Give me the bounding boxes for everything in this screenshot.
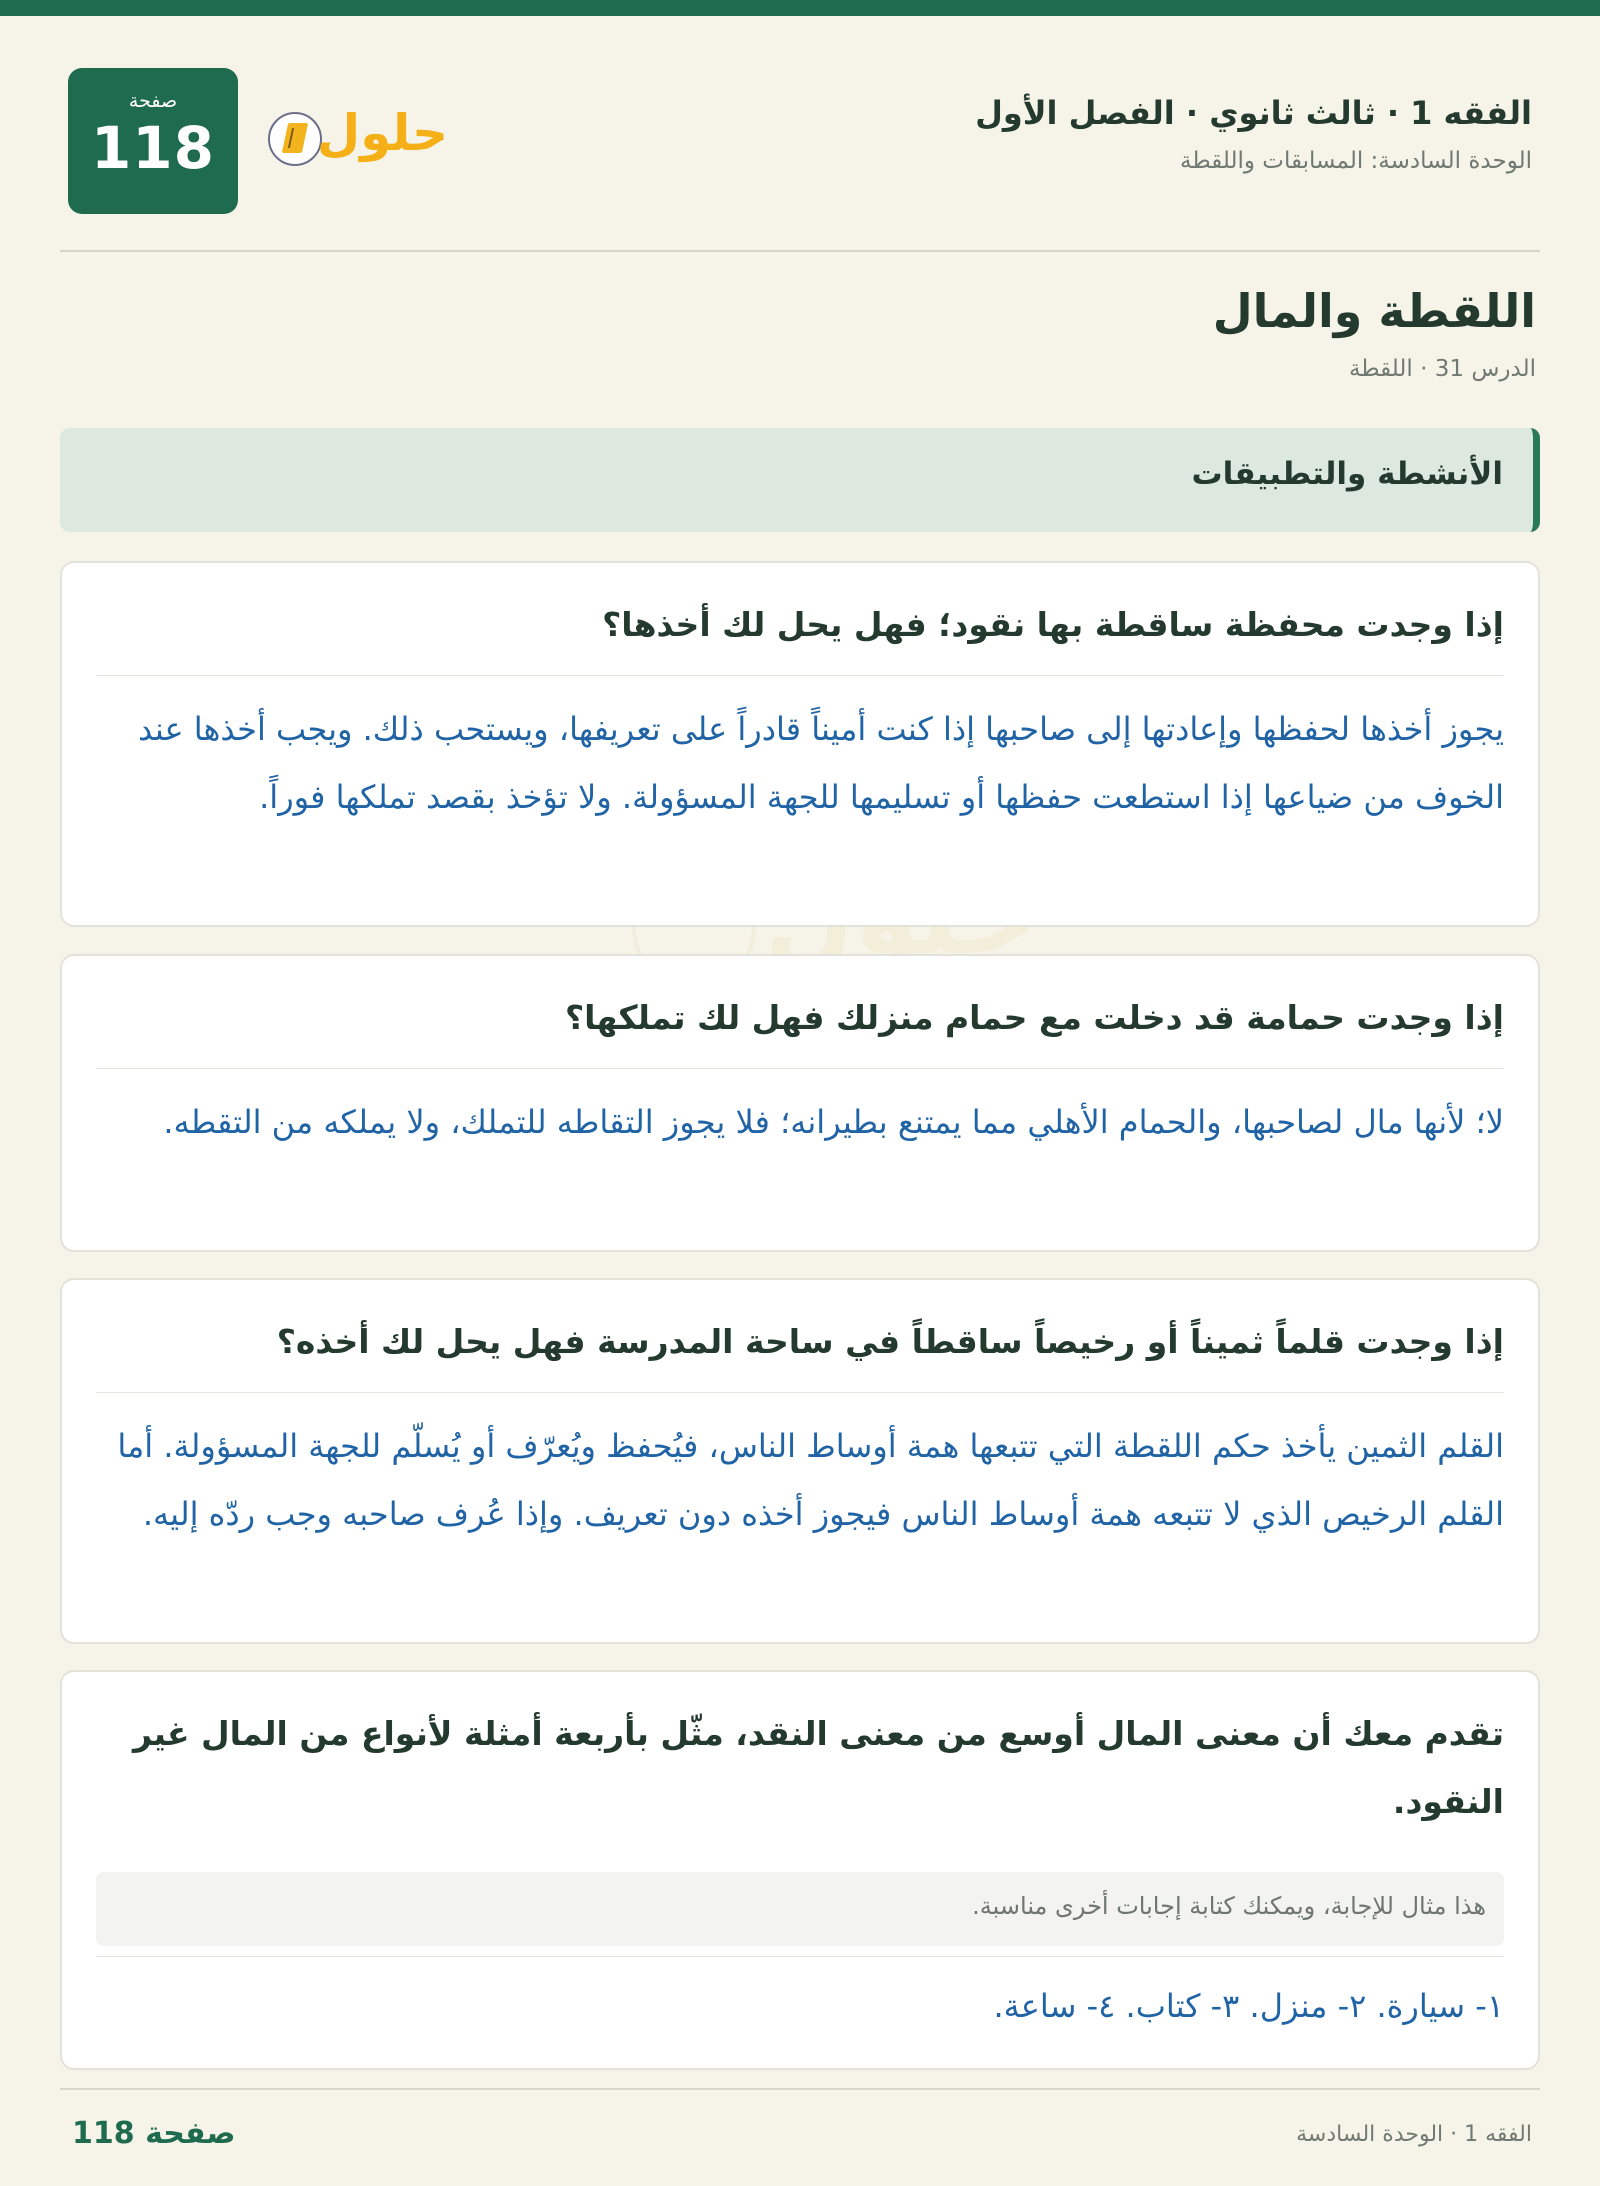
page-number-badge [68, 68, 238, 214]
answer-note: هذا مثال للإجابة، ويمكنك كتابة إجابات أخرى مناسبة. [96, 1872, 1504, 1946]
answer-text: ١- سيارة. ٢- منزل. ٣- كتاب. ٤- ساعة. [993, 1987, 1504, 2025]
top-accent-bar [0, 0, 1600, 16]
question-card-1 [60, 561, 1540, 927]
question-card-4 [60, 1670, 1540, 2070]
header-titles [772, 94, 1532, 174]
question-text: إذا وجدت حمامة قد دخلت مع حمام منزلك فهل لك تملكها؟ [565, 998, 1504, 1037]
question-text: إذا وجدت قلماً ثميناً أو رخيصاً ساقطاً في ساحة المدرسة فهل يحل لك أخذه؟ [276, 1322, 1504, 1361]
lesson-heading [636, 284, 1536, 382]
question-text: إذا وجدت محفظة ساقطة بها نقود؛ فهل يحل لك أخذها؟ [602, 605, 1504, 644]
book-title: الفقه 1 · ثالث ثانوي · الفصل الأول [975, 94, 1532, 132]
page-header [60, 16, 1540, 252]
card-divider [96, 675, 1504, 676]
site-logo[interactable] [268, 102, 448, 168]
question-card-3 [60, 1278, 1540, 1644]
section-banner: الأنشطة والتطبيقات [60, 428, 1540, 532]
lesson-title: اللقطة والمال [1212, 284, 1536, 338]
logo-wordmark: حلول [316, 104, 448, 162]
page-badge-number: 118 [90, 114, 216, 182]
page-footer [60, 2088, 1540, 2186]
question-card-2 [60, 954, 1540, 1252]
footer-page-number: صفحة 118 [72, 2116, 236, 2151]
lesson-meta: الدرس 31 · اللقطة [1348, 356, 1536, 382]
card-divider [96, 1392, 1504, 1393]
answer-text: لا؛ لأنها مال لصاحبها، والحمام الأهلي مما يمتنع بطيرانه؛ فلا يجوز التقاطه للتملك، ولا يملكه من التقطه. [163, 1103, 1504, 1141]
footer-info: الفقه 1 · الوحدة السادسة [1296, 2122, 1532, 2147]
unit-title: الوحدة السادسة: المسابقات واللقطة [1180, 148, 1532, 174]
page [60, 16, 1540, 2186]
logo-book-icon [268, 112, 322, 166]
card-divider [96, 1956, 1504, 1957]
question-text: تقدم معك أن معنى المال أوسع من معنى النقد، مثّل بأربعة أمثلة لأنواع من المال غير النقود. [132, 1714, 1504, 1821]
card-divider [96, 1068, 1504, 1069]
answer-text: يجوز أخذها لحفظها وإعادتها إلى صاحبها إذا كنت أميناً قادراً على تعريفها، ويستحب ذلك. ويجب أخذها عند الخوف من ضياعها إذا استطعت حفظها أو تسليمها للجهة المسؤولة. ولا تؤخذ بقصد تملكها فوراً. [138, 710, 1504, 816]
page-badge-label: صفحة [128, 90, 178, 112]
answer-text: القلم الثمين يأخذ حكم اللقطة التي تتبعها همة أوساط الناس، فيُحفظ ويُعرّف أو يُسلّم للجهة المسؤولة. أما القلم الرخيص الذي لا تتبعه همة أوساط الناس فيجوز أخذه دون تعريف. وإذا عُرف صاحبه وجب ردّه إليه. [117, 1427, 1504, 1533]
